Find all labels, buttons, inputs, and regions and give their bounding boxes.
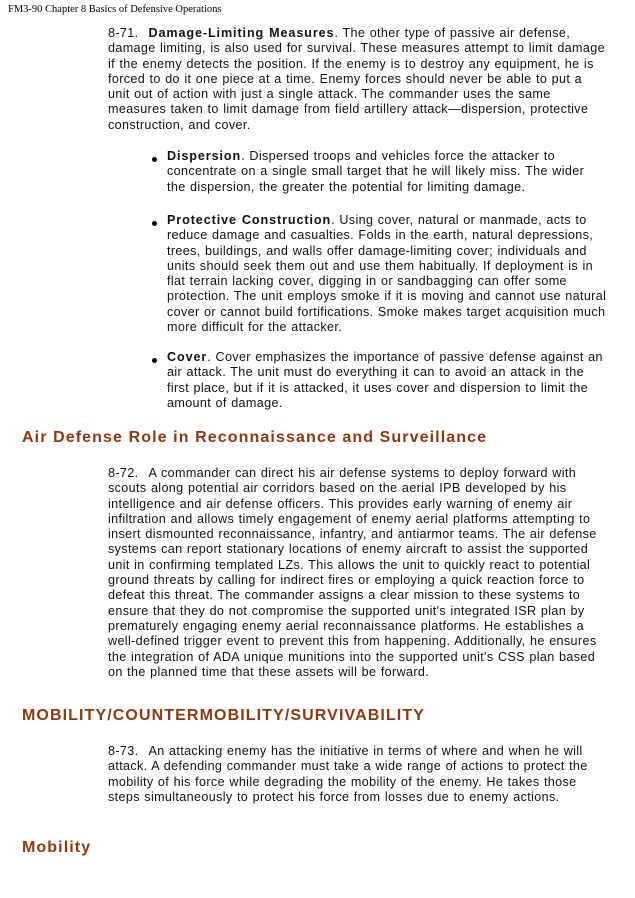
paragraph-8-73 (108, 744, 606, 805)
paragraph-text: . The other type of passive air defense, damage limiting, is also used for survival. These measures attempt to limit damage if the enemy detects the position. If the enemy is to destroy any equipment, he is forced to do it one piece at a time. Enemy forces should never be able to put a unit out of action with just a single attack. The commander uses the same measures taken to limit damage from field artillery attack—dispersion, protective construction, and cover. (108, 26, 605, 132)
bullet-term: Dispersion (167, 149, 242, 163)
bullet-dot (152, 157, 157, 162)
paragraph-number: 8-72. (108, 466, 139, 480)
section-heading-mobility-countermobility-survivability: MOBILITY/COUNTERMOBILITY/SURVIVABILITY (22, 707, 425, 724)
bullet-cover (167, 350, 607, 411)
bullet-text: . Cover emphasizes the importance of passive defense against an air attack. The unit must do everything it can to avoid an attack in the first place, but if it is attacked, it uses cover and dispersion to limit the amount of damage. (167, 350, 603, 410)
section-heading-mobility: Mobility (22, 839, 92, 856)
paragraph-title: Damage-Limiting Measures (148, 26, 335, 40)
running-head: FM3-90 Chapter 8 Basics of Defensive Operations (8, 4, 222, 15)
bullet-term: Cover (167, 350, 208, 364)
section-heading-reconnaissance: Air Defense Role in Reconnaissance and Surveillance (22, 429, 488, 446)
bullet-protective-construction (167, 213, 607, 335)
paragraph-text: An attacking enemy has the initiative in terms of where and when he will attack. A defending commander must take a wide range of actions to protect the mobility of his force while degrading the mobility of the enemy. He takes those steps simultaneously to protect his force from losses due to enemy actions. (108, 744, 588, 804)
bullet-dot (152, 358, 157, 363)
paragraph-8-71 (108, 26, 606, 133)
paragraph-number: 8-71. (108, 26, 139, 40)
paragraph-8-72 (108, 466, 606, 680)
bullet-text: . Using cover, natural or manmade, acts to reduce damage and casualties. Folds in the earth, natural depressions, trees, buildings, and walls offer damage-limiting cover; individuals and units should seek them out and use them habitually. If deployment is in flat terrain lacking cover, digging in or sandbagging can offer some protection. The unit employs smoke if it is moving and cannot use natural cover or cannot build fortifications. Smoke makes target acquisition much more difficult for the attacker. (167, 213, 607, 335)
paragraph-text: A commander can direct his air defense systems to deploy forward with scouts along potential air corridors based on the aerial IPB developed by his intelligence and air defense officers. This provides early warning of enemy air infiltration and allows timely engagement of enemy aerial platforms attempting to insert dismounted reconnaissance, infantry, and antiarmor teams. The air defense systems can report stationary locations of enemy aircraft to assist the supported unit in confirming templated LZs. This allows the unit to quickly react to potential ground threats by calling for indirect fires or employing a quick reaction force to defeat this threat. The commander assigns a clear mission to these systems to ensure that they do not compromise the supported unit's integrated ISR plan by prematurely engaging enemy aerial reconnaissance platforms. He establishes a well-defined trigger event to prevent this from happening. Additionally, he ensures the integration of ADA unique munitions into the supported unit's CSS plan based on the planned time that these assets will be forward. (108, 466, 597, 679)
bullet-dispersion (167, 149, 607, 195)
bullet-dot (152, 221, 157, 226)
bullet-text: . Dispersed troops and vehicles force the attacker to concentrate on a single small target that he will likely miss. The wider the dispersion, the greater the potential for limiting damage. (167, 149, 585, 194)
paragraph-number: 8-73. (108, 744, 139, 758)
bullet-term: Protective Construction (167, 213, 332, 227)
